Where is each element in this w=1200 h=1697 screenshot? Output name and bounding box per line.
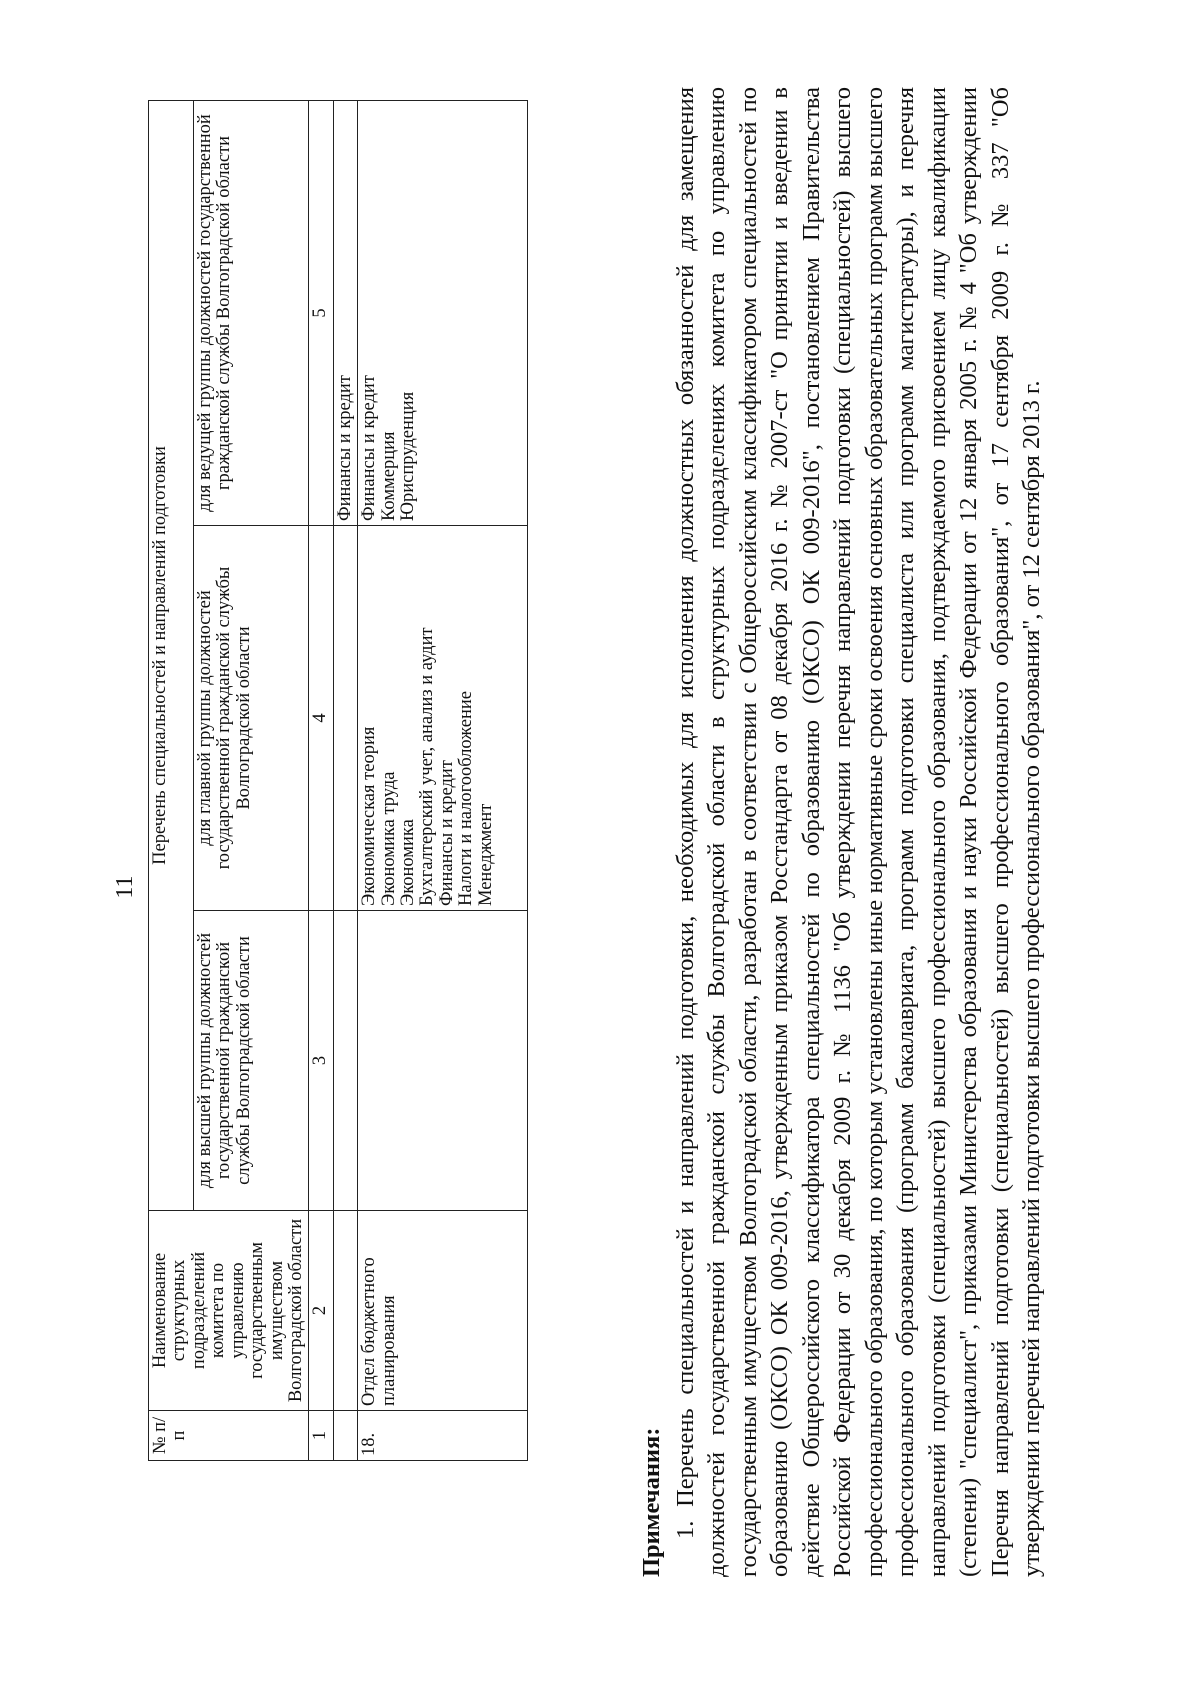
- page-number: 11: [112, 875, 138, 899]
- specialties-table: [148, 100, 528, 1461]
- list-item: Финансы и кредит: [436, 760, 457, 906]
- header-num: № п/п: [149, 1411, 309, 1461]
- col-number-1: 1: [309, 1411, 333, 1461]
- list-item: Экономика: [398, 819, 419, 906]
- row-main-list: [358, 526, 528, 911]
- list-item: Экономика труда: [378, 771, 399, 906]
- header-name: Наименование структурных подразделений комитета по управлению государственным имуществом Волгоградской области: [149, 1211, 309, 1411]
- col-number-2: 2: [309, 1211, 333, 1411]
- header-row-1: [149, 100, 194, 1460]
- header-group-title: Перечень специальностей и направлений подготовки: [149, 100, 194, 1210]
- extra-cell-3: [333, 911, 357, 1211]
- list-item: Бухгалтерский учет, анализ и аудит: [417, 627, 438, 906]
- extra-cell-1: [333, 1411, 357, 1461]
- extra-cell-2: [333, 1211, 357, 1411]
- col-number-4: 4: [309, 526, 333, 911]
- list-item: Экономическая теория: [359, 726, 380, 906]
- row-name: Отдел бюджетного планирования: [358, 1211, 528, 1411]
- notes-title: Примечания:: [638, 1427, 665, 1577]
- header-col-highest: для высшей группы должностей государственной гражданской службы Волгоградской области: [193, 911, 309, 1211]
- list-item: Налоги и налогообложение: [456, 691, 477, 906]
- column-number-row: [309, 100, 333, 1460]
- list-item: Менеджмент: [475, 803, 496, 906]
- list-item: Юриспруденция: [398, 391, 419, 521]
- list-item: Финансы и кредит: [359, 375, 380, 521]
- row-highest: [358, 911, 528, 1211]
- extra-row: [333, 100, 357, 1460]
- col-number-3: 3: [309, 911, 333, 1211]
- row-leading-list: [358, 100, 528, 525]
- table-row: [358, 100, 528, 1460]
- row-num: 18.: [358, 1411, 528, 1461]
- list-item: Коммерция: [378, 431, 399, 521]
- col-number-5: 5: [309, 100, 333, 525]
- extra-cell-4: [333, 526, 357, 911]
- notes-section: [636, 87, 1048, 1577]
- header-col-main: для главной группы должностей государственной гражданской службы Волгоградской области: [193, 526, 309, 911]
- extra-cell-5: Финансы и кредит: [333, 100, 357, 525]
- notes-paragraph: 1. Перечень специальностей и направлений подготовки, необходимых для исполнения должностных обязанностей для замещения должностей государственной гражданской службы Волгоградской области в структурных подразделениях комитета по управлению государственным имуществом Волгоградской области, разработан в соответствии с Общероссийским классификатором специальностей по образованию (ОКСО) ОК 009-2016, утвержденным приказом Росстандарта от 08 декабря 2016 г. № 2007-ст "О принятии и введении в действие Общероссийского классификатора специальностей по образованию (ОКСО) ОК 009-2016", постановлением Правительства Российской Федерации от 30 декабря 2009 г. № 1136 "Об утверждении перечня направлений подготовки (специальностей) высшего профессионального образования, по которым установлены иные нормативные сроки освоения основных образовательных программ высшего профессионального образования (программ бакалавриата, программ подготовки специалиста или программ магистратуры), и перечня направлений подготовки (специальностей) высшего профессионального образования, подтверждаемого присвоением лицу квалификации (степени) "специалист", приказами Министерства образования и науки Российской Федерации от 12 января 2005 г. № 4 "Об утверждении Перечня направлений подготовки (специальностей) высшего профессионального образования", от 17 сентября 2009 г. № 337 "Об утверждении перечней направлений подготовки высшего профессионального образования", от 12 сентября 2013 г.: [671, 87, 1045, 1577]
- header-col-leading: для ведущей группы должностей государственной гражданской службы Волгоградской области: [193, 100, 309, 525]
